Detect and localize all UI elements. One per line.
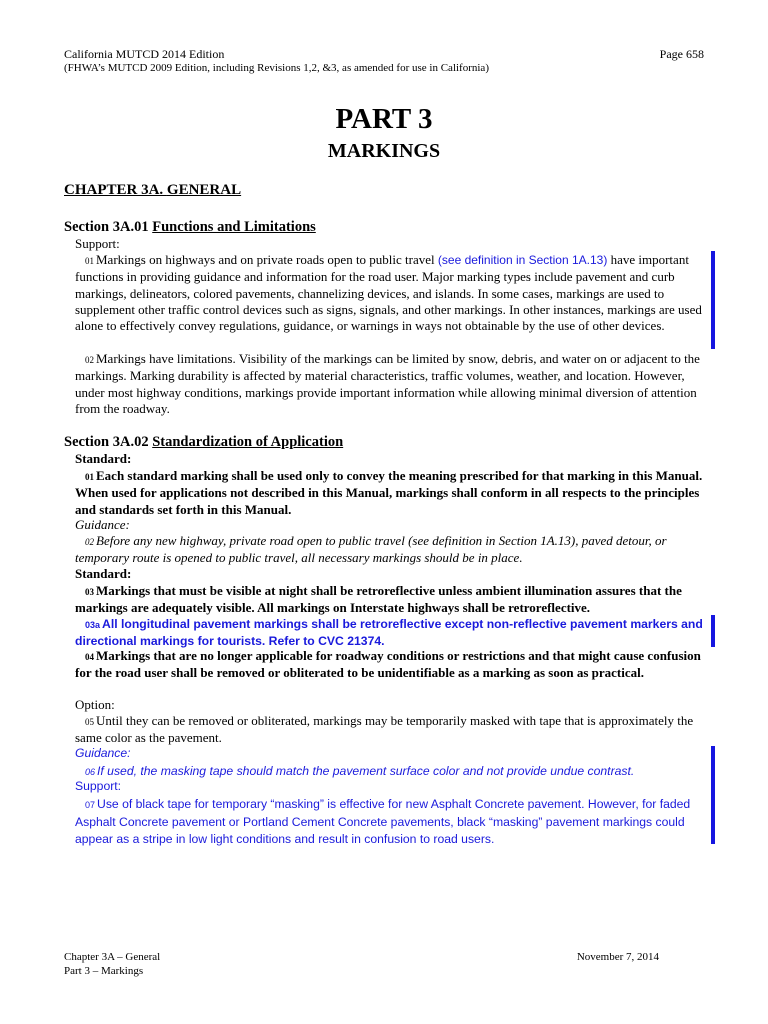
paragraph [75,351,705,417]
paragraph [75,616,705,650]
paragraph-number: 05 [85,717,94,727]
paragraph-text: Markings that are no longer applicable for roadway conditions or restrictions and that might cause confusion for the road user shall be removed or obliterated to be unidentifiable as a marking as soon as practical. [75,648,701,681]
paragraph-text: All longitudinal pavement markings shall be retroreflective except non-reflective pavement markers and directional markings for tourists. Refer to CVC 21374. [75,617,703,649]
paragraph-text: Markings that must be visible at night shall be retroreflective unless ambient illumination assures that the markings are adequately visible. All markings on Interstate highways shall be retroreflective. [75,583,682,616]
paragraph-number: 06 [85,767,96,777]
paragraph-number: 03a [85,620,101,630]
guidance-label: Guidance: [75,746,131,760]
chapter-heading [64,182,241,199]
paragraph-number: 02 [85,537,94,547]
paragraph-text: Until they can be removed or obliterated, markings may be temporarily masked with tape that is approximately the same color as the pavement. [75,713,694,746]
guidance-label: Guidance: [75,517,130,532]
paragraph [75,796,705,848]
part-subtitle: MARKINGS [327,140,441,162]
support-label: Support: [75,236,120,251]
chapter-prefix: CHAPTER 3A. [64,182,167,198]
section-title: Standardization of Application [152,434,344,450]
paragraph-text: Before any new highway, private road open to public travel (see definition in Section 1A.13), paved detour, or temporary route is opened to public travel, all necessary markings should be in place. [75,533,667,566]
paragraph-text: If used, the masking tape should match the pavement surface color and not provide undue contrast. [97,764,635,778]
paragraph [75,533,705,567]
header-title: California MUTCD 2014 Edition [64,47,225,61]
paragraph [75,252,705,334]
paragraph-number: 07 [85,800,96,810]
paragraph-number: 01 [85,472,94,482]
paragraph [75,713,705,747]
section-heading [64,219,316,236]
paragraph-number: 02 [85,355,94,365]
footer-date: November 7, 2014 [576,951,659,963]
revision-bar [711,251,715,349]
section-number: Section 3A.01 [64,219,153,235]
revision-bar [711,615,715,647]
paragraph-number: 03 [85,587,94,597]
section-number: Section 3A.02 [64,434,153,450]
standard-label: Standard: [75,451,132,466]
support-label: Support: [75,779,122,793]
paragraph-text: have important functions in providing guidance and information for the road user. Major marking types include pavement and curb markings, delineators, colored pavements, channelizing devices, and islands. In some cases, markings are used to supplement other traffic control devices such as signs, signals, and other markings. In other instances, markings are used alone to effectively convey regulations, guidance, or warnings in ways not obtainable by the use of other devices. [75,252,702,334]
paragraph [75,468,705,518]
section-heading [64,434,343,451]
section-title: Functions and Limitations [152,219,316,235]
paragraph-text: Use of black tape for temporary “masking” is effective for new Asphalt Concrete pavement. However, for faded Asphalt Concrete pavement or Portland Cement Concrete pavements, black “masking” pavement markings could appear as a stripe in low light conditions and result in confusion to road users. [75,797,691,846]
definition-reference: (see definition in Section 1A.13) [437,253,608,267]
part-title: PART 3 [335,103,433,135]
paragraph [75,763,705,780]
option-label: Option: [75,697,115,712]
chapter-name: GENERAL [166,182,242,198]
footer-part: Part 3 – Markings [64,965,144,977]
header-subtitle: (FHWA’s MUTCD 2009 Edition, including Revisions 1,2, &3, as amended for use in California) [64,62,489,74]
page-number: Page 658 [659,47,704,61]
revision-bar [711,746,715,844]
paragraph-number: 01 [85,256,94,266]
paragraph-text: Each standard marking shall be used only to convey the meaning prescribed for that marking in this Manual. When used for applications not described in this Manual, markings shall conform in all respects to the principles and standards set forth in this Manual. [75,468,703,517]
paragraph-text: Markings have limitations. Visibility of the markings can be limited by snow, debris, and water on or adjacent to the markings. Marking durability is affected by material characteristics, traffic volumes, weather, and location. However, under most highway conditions, markings provide important information while allowing minimal diversion of attention from the roadway. [75,351,700,416]
paragraph-number: 04 [85,652,94,662]
paragraph-text: Markings on highways and on private roads open to public travel [96,252,438,267]
paragraph [75,648,705,682]
paragraph [75,583,705,617]
footer-chapter: Chapter 3A – General [64,951,161,963]
standard-label: Standard: [75,566,132,581]
